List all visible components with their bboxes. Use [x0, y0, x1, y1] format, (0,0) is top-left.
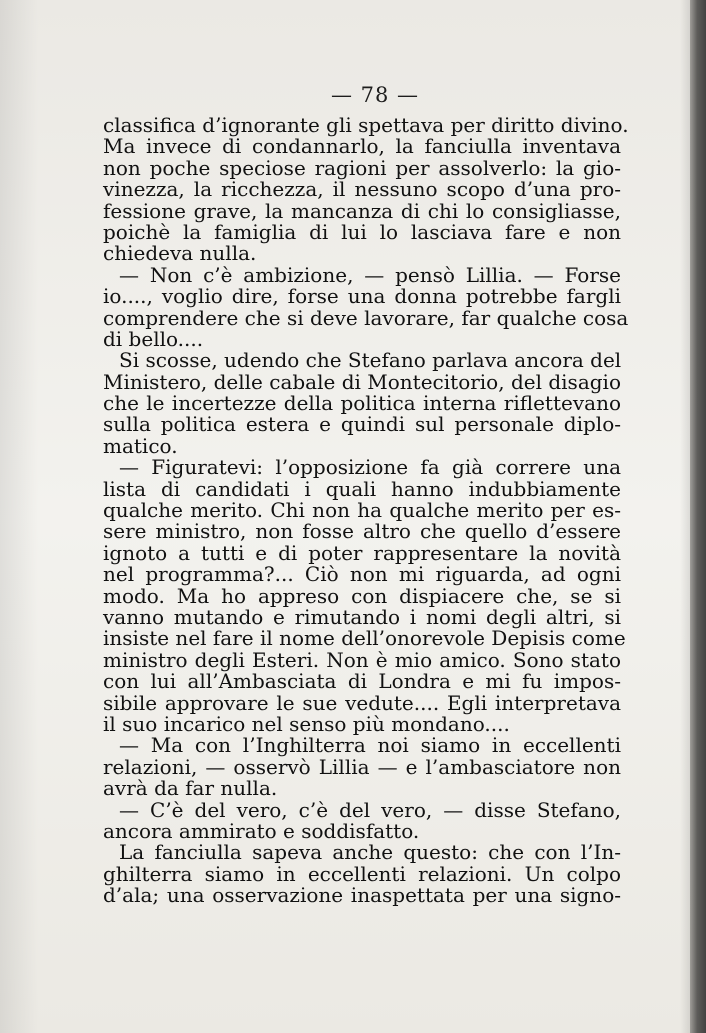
text-line: ignoto a tutti e di poter rappresentare la novità	[103, 540, 621, 565]
text-line: sibile approvare le sue vedute.... Egli interpretava	[103, 690, 621, 715]
text-line: relazioni, — osservò Lillia — e l’ambasciatore non	[103, 754, 621, 779]
text-line: il suo incarico nel senso più mondano....	[103, 711, 510, 736]
text-line: La fanciulla sapeva anche questo: che con l’In-	[119, 840, 621, 865]
text-line: con lui all’Ambasciata di Londra e mi fu impos-	[103, 669, 621, 694]
text-line: matico.	[103, 433, 178, 458]
text-line: lista di candidati i quali hanno indubbiamente	[103, 476, 621, 501]
text-line: d’ala; una osservazione inaspettata per una signo-	[103, 883, 621, 908]
text-line: sere ministro, non fosse altro che quello d’essere	[103, 519, 621, 544]
text-line: Ministero, delle cabale di Montecitorio, del disagio	[103, 369, 621, 394]
text-line: non poche speciose ragioni per assolverlo: la gio-	[103, 155, 621, 180]
text-line: avrà da far nulla.	[103, 776, 278, 801]
text-line: vinezza, la ricchezza, il nessuno scopo d’una pro-	[103, 177, 621, 202]
text-line: vanno mutando e rimutando i nomi degli altri, si	[103, 604, 621, 629]
text-line: modo. Ma ho appreso con dispiacere che, se si	[103, 583, 621, 608]
text-line: — Non c’è ambizione, — pensò Lillia. — Forse	[119, 262, 621, 287]
text-line: insiste nel fare il nome dell’onorevole Depisis come	[103, 626, 626, 651]
text-line: ghilterra siamo in eccellenti relazioni. Un colpo	[103, 861, 621, 886]
text-line: ancora ammirato e soddisfatto.	[103, 818, 420, 843]
page-number: — 78 —	[330, 83, 420, 107]
text-line: ministro degli Esteri. Non è mio amico. Sono stato	[103, 647, 621, 672]
text-line: che le incertezze della politica interna riflettevano	[103, 391, 621, 416]
text-line: poichè la famiglia di lui lo lasciava fare e non	[103, 219, 621, 244]
text-line: Ma invece di condannarlo, la fanciulla inventava	[103, 134, 621, 159]
text-line: qualche merito. Chi non ha qualche merito per es-	[103, 498, 621, 523]
body-text	[103, 113, 629, 908]
text-line: io...., voglio dire, forse una donna potrebbe fargli	[103, 284, 621, 309]
text-line: sulla politica estera e quindi sul personale diplo-	[103, 412, 621, 437]
text-line: chiedeva nulla.	[103, 241, 257, 266]
text-line: comprendere che si deve lavorare, far qualche cosa	[103, 305, 629, 330]
text-line: — C’è del vero, c’è del vero, — disse Stefano,	[119, 797, 621, 822]
text-line: classifica d’ignorante gli spettava per diritto divino.	[103, 113, 629, 137]
text-line: di bello....	[103, 326, 204, 351]
text-line: — Figuratevi: l’opposizione fa già correre una	[119, 455, 621, 480]
text-line: — Ma con l’Inghilterra noi siamo in eccellenti	[119, 733, 621, 758]
text-line: fessione grave, la mancanza di chi lo consigliasse,	[103, 198, 621, 223]
text-line: Si scosse, udendo che Stefano parlava ancora del	[119, 348, 622, 373]
text-line: nel programma?... Ciò non mi riguarda, ad ogni	[103, 562, 621, 587]
book-spine-shadow	[690, 0, 706, 1033]
